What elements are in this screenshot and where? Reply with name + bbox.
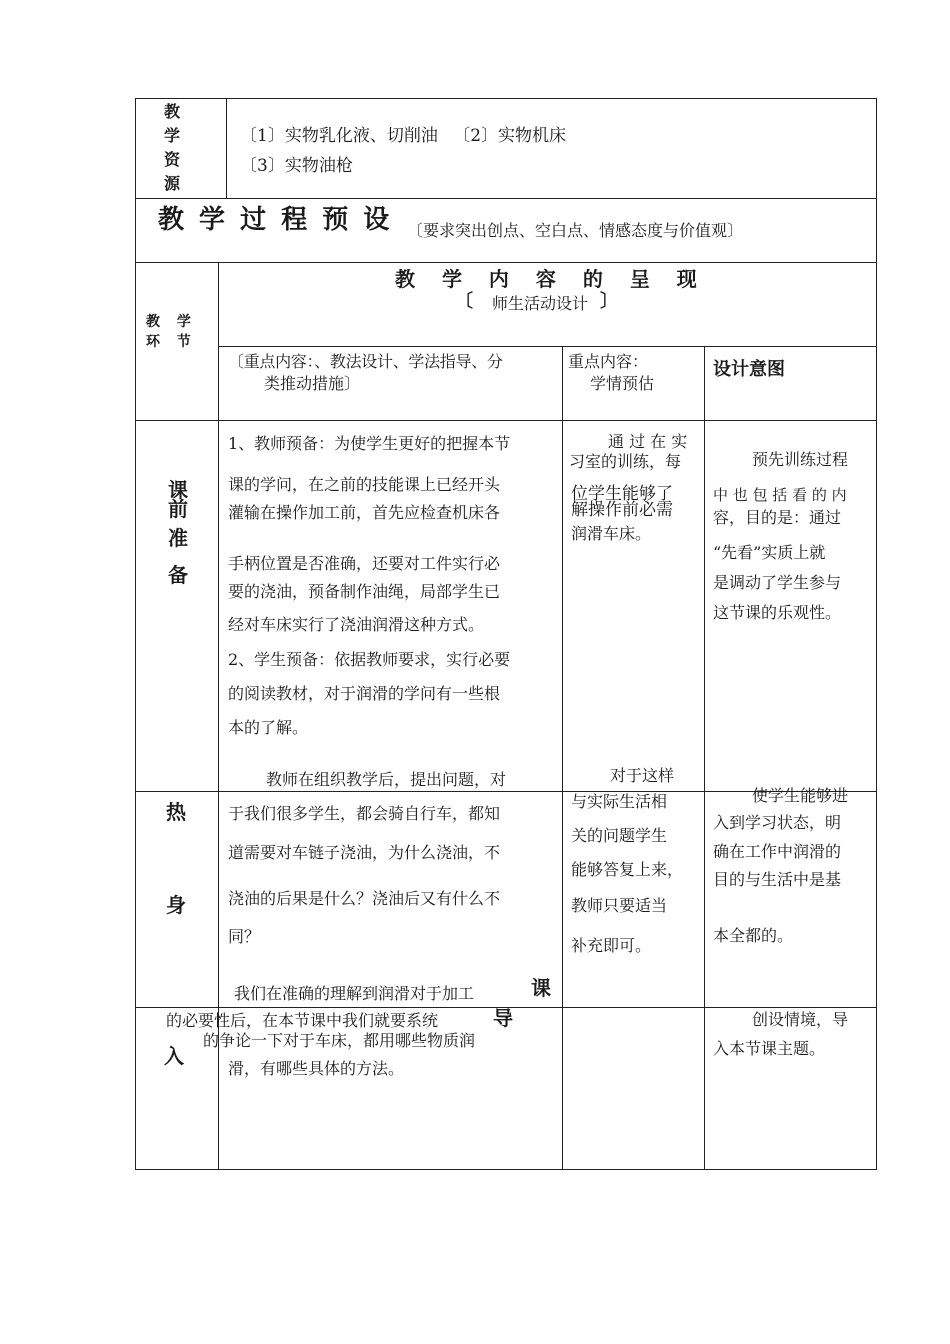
warmup-intent-line: 本全都的。 — [713, 926, 794, 945]
col3-header: 设计意图 — [713, 359, 785, 380]
prep-content-line: 经对车床实行了浇油润滑这种方式。 — [228, 615, 485, 634]
warmup-intent-line: 入到学习状态，明 — [713, 813, 842, 832]
intro-content-line: 滑，有哪些具体的方法。 — [228, 1059, 405, 1078]
border-right — [876, 98, 877, 1170]
border-subheader — [218, 346, 877, 347]
prep-stage-char: 备 — [168, 563, 188, 587]
intro-intent-line: 入本节课主题。 — [713, 1039, 826, 1058]
stage-header-line-1: 教 学 — [146, 314, 191, 330]
prep-estimate-line: 位学生能够了 — [571, 484, 673, 504]
col2-header-line-2: 学情预估 — [590, 374, 655, 393]
prep-content-line: 1、教师预备：为使学生更好的把握本节 — [228, 434, 511, 453]
col1-header-line-2: 类推动措施〕 — [264, 374, 361, 393]
content-header-bracket-right: 〕 — [600, 291, 618, 312]
border-header-bottom — [135, 420, 877, 421]
resources-line-1: 〔1〕实物乳化液、切削油 〔2〕实物机床 — [240, 126, 567, 146]
stage-header-line-2: 环 节 — [146, 334, 191, 350]
intro-stage-char: 导 — [493, 1006, 513, 1030]
resources-label-char: 学 — [163, 126, 180, 145]
warmup-estimate-line: 对于这样 — [610, 766, 675, 785]
warmup-content-line: 教师在组织教学后，提出问题，对 — [266, 770, 507, 789]
border-resources-bottom — [135, 198, 877, 199]
process-subtitle: 〔要求突出创点、空白点、情感态度与价值观〕 — [407, 221, 744, 240]
warmup-estimate-line: 与实际生活相 — [571, 792, 668, 811]
border-intent-divider — [704, 346, 705, 1170]
warmup-content-line: 同？ — [228, 927, 261, 946]
border-left — [135, 98, 136, 1170]
col2-header-line-1: 重点内容： — [568, 352, 649, 371]
intro-content-line: 的争论一下对于车床，都用哪些物质润 — [203, 1031, 476, 1050]
prep-stage-char: 准 — [168, 526, 188, 550]
prep-estimate-line: 通 过 在 实 — [608, 432, 688, 451]
warmup-estimate-line: 关的问题学生 — [571, 826, 668, 845]
prep-content-line: 的阅读教材，对于润滑的学问有一些根 — [228, 684, 501, 703]
prep-intent-line: 预先训练过程 — [752, 450, 849, 469]
prep-content-line: 课的学问，在之前的技能课上已经开头 — [228, 475, 501, 494]
prep-intent-line: “先看”实质上就 — [713, 543, 826, 562]
prep-estimate-line: 习室的训练，每 — [569, 452, 682, 471]
prep-estimate-line: 解操作前必需 — [571, 500, 673, 520]
prep-intent-line: 容，目的是：通过 — [713, 508, 842, 527]
process-title: 教 学 过 程 预 设 — [158, 205, 393, 235]
warmup-estimate-line: 教师只要适当 — [571, 896, 668, 915]
warmup-content-line: 于我们很多学生，都会骑自行车，都知 — [228, 804, 501, 823]
prep-content-line: 灌输在操作加工前，首先应检查机床各 — [228, 503, 501, 522]
intro-stage-char: 课 — [531, 976, 551, 1000]
warmup-content-line: 道需要对车链子浇油，为什么浇油，不 — [228, 843, 501, 862]
border-resources-divider — [226, 98, 227, 198]
resources-line-2: 〔3〕实物油枪 — [240, 156, 353, 176]
content-header-subtitle: 师生活动设计 — [492, 294, 589, 313]
resources-label-char: 源 — [163, 174, 180, 193]
prep-stage-char: 课 — [168, 478, 188, 502]
border-process-bottom — [135, 262, 877, 263]
border-bottom — [135, 1169, 877, 1170]
prep-stage-char: 前 — [168, 497, 188, 521]
warmup-intent-line: 目的与生活中是基 — [713, 870, 842, 889]
content-header-bracket-left: 〔 — [455, 291, 473, 312]
col1-header-line-1: 〔重点内容：、教法设计、学法指导、分 — [228, 352, 503, 371]
prep-intent-line: 是调动了学生参与 — [713, 573, 842, 592]
prep-content-line: 要的浇油，预备制作油绳，局部学生已 — [228, 582, 501, 601]
warmup-stage-char: 身 — [166, 893, 186, 917]
warmup-intent-line: 使学生能够进 — [752, 786, 849, 805]
warmup-content-line: 浇油的后果是什么？浇油后又有什么不 — [228, 889, 501, 908]
warmup-intent-line: 确在工作中润滑的 — [713, 842, 842, 861]
border-estimate-divider — [562, 346, 563, 1170]
intro-stage-char: 入 — [164, 1044, 184, 1068]
prep-content-line: 2、学生预备：依据教师要求，实行必要 — [228, 650, 511, 669]
resources-label — [152, 100, 192, 196]
content-header-title: 教 学 内 容 的 呈 现 — [395, 267, 697, 291]
intro-content-line: 的必要性后，在本节课中我们就要系统 — [166, 1011, 439, 1030]
resources-label-char: 教 — [163, 102, 180, 121]
prep-intent-line: 这节课的乐观性。 — [713, 603, 842, 622]
prep-content-line: 手柄位置是否准确，还要对工件实行必 — [228, 554, 501, 573]
prep-content-line: 本的了解。 — [228, 718, 309, 737]
prep-intent-line: 中 也 包 括 看 的 内 — [713, 486, 847, 504]
resources-label-char: 资 — [163, 150, 180, 169]
prep-estimate-line: 润滑车床。 — [571, 524, 652, 543]
prep-stage-label — [158, 476, 198, 590]
warmup-estimate-line: 能够答复上来， — [571, 860, 684, 879]
intro-content-line: 我们在准确的理解到润滑对于加工 — [234, 984, 475, 1003]
intro-intent-line: 创设情境，导 — [752, 1010, 849, 1029]
warmup-estimate-line: 补充即可。 — [571, 936, 652, 955]
border-top — [135, 98, 877, 99]
warmup-stage-char: 热 — [166, 800, 186, 824]
